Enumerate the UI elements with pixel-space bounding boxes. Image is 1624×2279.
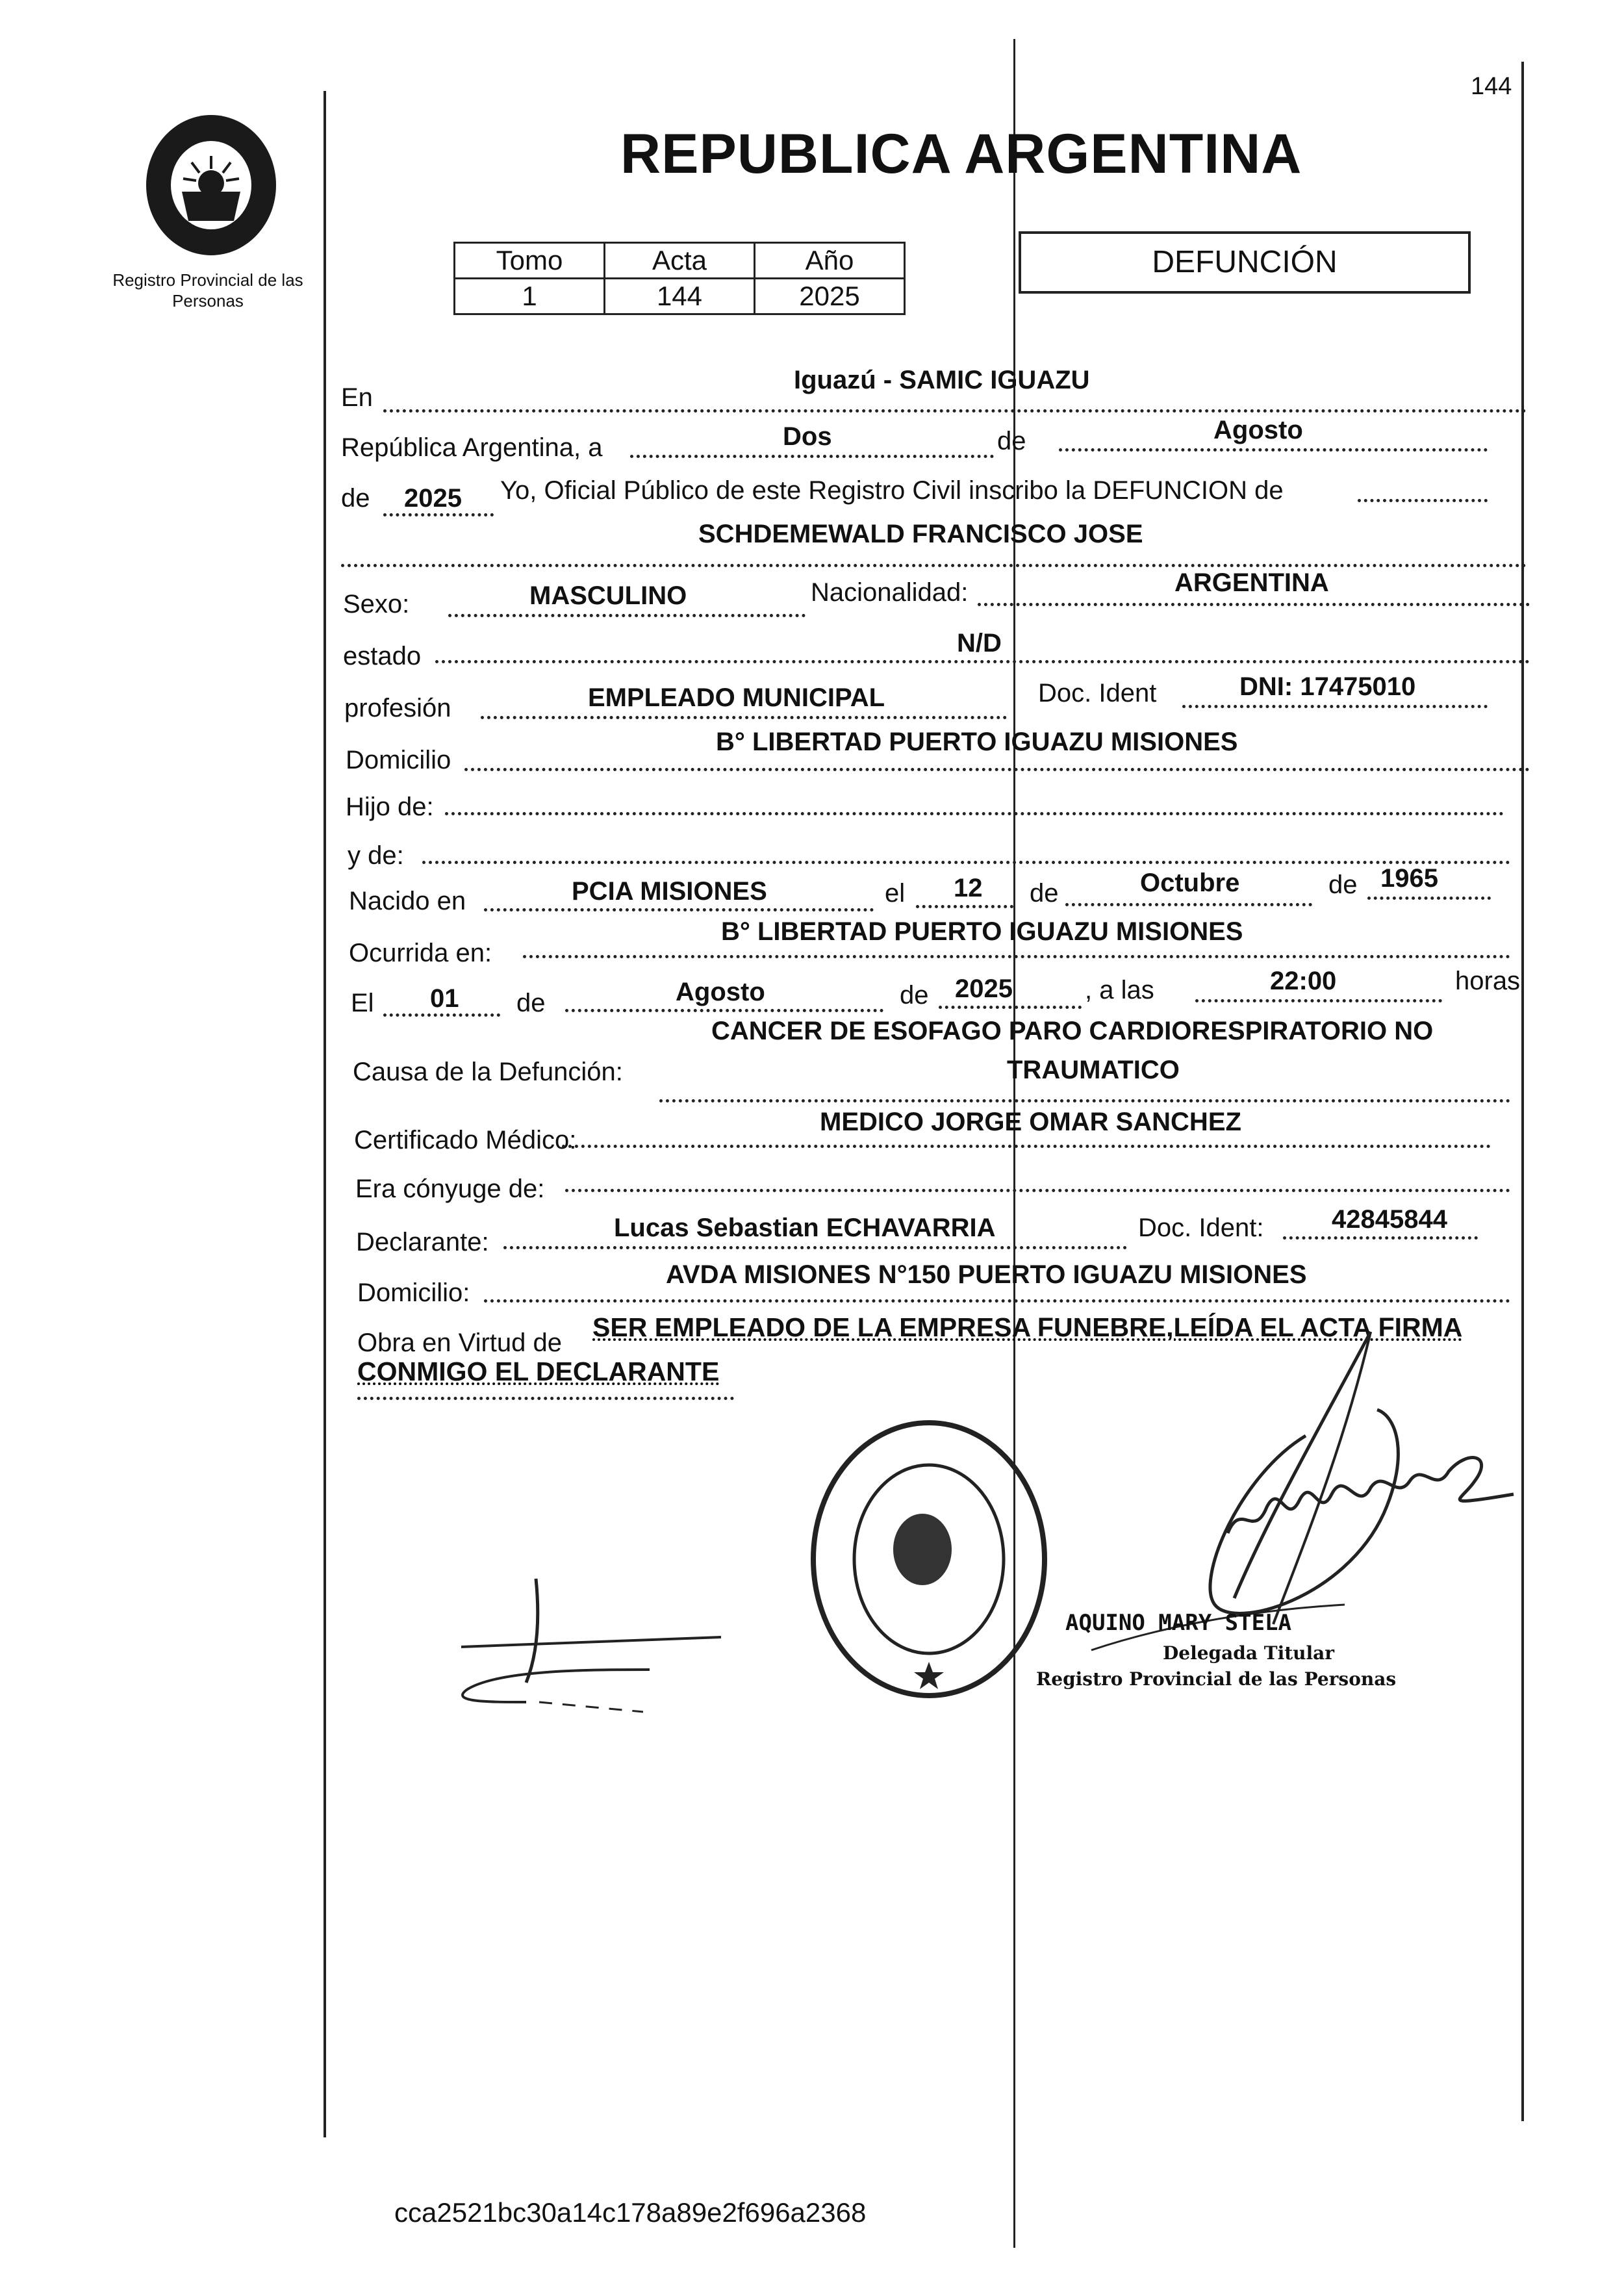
conyuge-line bbox=[565, 1189, 1510, 1192]
de2-label: de bbox=[1328, 871, 1358, 899]
nacido-label: Nacido en bbox=[349, 887, 466, 915]
causa-line bbox=[659, 1099, 1510, 1102]
alas-label: , a las bbox=[1085, 976, 1154, 1004]
document-type-box: DEFUNCIÓN bbox=[1019, 231, 1471, 294]
obra-label: Obra en Virtud de bbox=[357, 1329, 563, 1357]
republica-label: República Argentina, a bbox=[341, 433, 603, 462]
sexo-label: Sexo: bbox=[343, 590, 410, 618]
ocurrida-value: B° LIBERTAD PUERTO IGUAZU MISIONES bbox=[721, 917, 1243, 946]
doc2-label: Doc. Ident: bbox=[1138, 1214, 1264, 1242]
nacionalidad-value: ARGENTINA bbox=[1174, 568, 1329, 597]
domicilio-label: Domicilio bbox=[346, 746, 451, 774]
year-label: de bbox=[341, 484, 370, 513]
obra-line bbox=[357, 1397, 734, 1400]
official-role: Delegada Titular bbox=[1163, 1642, 1335, 1664]
birth-day-line bbox=[916, 905, 1013, 908]
header-tomo: Tomo bbox=[455, 243, 605, 279]
profesion-label: profesión bbox=[344, 694, 451, 722]
en-label: En bbox=[341, 383, 373, 412]
page-number: 144 bbox=[1471, 73, 1512, 100]
de3-label: de bbox=[516, 989, 546, 1017]
doc2-value: 42845844 bbox=[1332, 1205, 1447, 1234]
causa-line2: TRAUMATICO bbox=[1007, 1056, 1180, 1084]
header-ano: Año bbox=[755, 243, 905, 279]
right-margin-line bbox=[1521, 62, 1524, 2121]
death-month: Agosto bbox=[676, 978, 765, 1006]
nacionalidad-line bbox=[978, 603, 1530, 606]
province-logo bbox=[136, 110, 286, 260]
acta-value: 144 bbox=[605, 279, 755, 314]
certificado-line bbox=[562, 1145, 1491, 1148]
en-value: Iguazú - SAMIC IGUAZU bbox=[794, 366, 1090, 394]
de4-label: de bbox=[900, 981, 929, 1010]
year-line bbox=[383, 513, 494, 516]
causa-label: Causa de la Defunción: bbox=[353, 1058, 623, 1086]
y-de-line bbox=[422, 861, 1510, 864]
domicilio-line bbox=[464, 768, 1530, 771]
left-margin-line bbox=[324, 91, 326, 2137]
day-line bbox=[630, 455, 994, 458]
record-table bbox=[453, 242, 906, 315]
month-line bbox=[1059, 448, 1488, 452]
birth-month-line bbox=[1065, 903, 1312, 906]
obra-line1: SER EMPLEADO DE LA EMPRESA FUNEBRE,LEÍDA EL ACTA FIRMA bbox=[592, 1312, 1463, 1342]
horas-label: horas bbox=[1455, 967, 1521, 995]
document-hash: cca2521bc30a14c178a89e2f696a2368 bbox=[394, 2197, 867, 2228]
domicilio-value: B° LIBERTAD PUERTO IGUAZU MISIONES bbox=[716, 728, 1238, 756]
de1-label: de bbox=[1030, 879, 1059, 908]
name-line bbox=[341, 564, 1527, 567]
death-day-line bbox=[383, 1013, 500, 1017]
declarante-line bbox=[503, 1246, 1127, 1249]
el-label: el bbox=[885, 879, 906, 908]
profesion-line bbox=[481, 716, 1007, 719]
registry-stamp bbox=[806, 1416, 1052, 1702]
death-time-line bbox=[1195, 999, 1442, 1002]
doc-label: Doc. Ident bbox=[1038, 679, 1157, 707]
death-year-line bbox=[939, 1006, 1082, 1009]
birth-year-line bbox=[1367, 897, 1491, 900]
deceased-name: SCHDEMEWALD FRANCISCO JOSE bbox=[698, 520, 1143, 548]
estado-line bbox=[435, 660, 1530, 663]
el2-label: El bbox=[351, 989, 374, 1017]
sexo-value: MASCULINO bbox=[529, 581, 687, 610]
domicilio2-line bbox=[484, 1299, 1510, 1303]
ocurrida-line bbox=[523, 955, 1510, 958]
doc-line bbox=[1182, 705, 1488, 708]
certificado-label: Certificado Médico: bbox=[354, 1126, 577, 1154]
certificado-value: MEDICO JORGE OMAR SANCHEZ bbox=[820, 1108, 1241, 1136]
sexo-line bbox=[448, 614, 806, 617]
declarant-signature bbox=[448, 1572, 721, 1741]
causa-line1: CANCER DE ESOFAGO PARO CARDIORESPIRATORIO NO bbox=[711, 1017, 1434, 1045]
domicilio2-value: AVDA MISIONES N°150 PUERTO IGUAZU MISIONES bbox=[666, 1260, 1307, 1289]
yo-text: Yo, Oficial Público de este Registro Civil inscribo la DEFUNCION de bbox=[500, 476, 1284, 505]
death-year: 2025 bbox=[955, 974, 1013, 1003]
doc-value: DNI: 17475010 bbox=[1239, 672, 1416, 701]
estado-label: estado bbox=[343, 642, 422, 670]
death-time: 22:00 bbox=[1270, 967, 1337, 995]
nacionalidad-label: Nacionalidad: bbox=[811, 578, 969, 607]
logo-caption: Registro Provincial de las Personas bbox=[112, 270, 303, 311]
doc2-line bbox=[1283, 1236, 1478, 1240]
day-value: Dos bbox=[783, 422, 832, 451]
death-month-line bbox=[565, 1009, 883, 1012]
ocurrida-label: Ocurrida en: bbox=[349, 939, 492, 967]
declarante-value: Lucas Sebastian ECHAVARRIA bbox=[614, 1214, 996, 1242]
hijo-line bbox=[445, 812, 1504, 815]
page-title: REPUBLICA ARGENTINA bbox=[620, 123, 1302, 185]
birth-month: Octubre bbox=[1140, 869, 1240, 897]
nacido-value: PCIA MISIONES bbox=[572, 877, 767, 906]
estado-value: N/D bbox=[957, 629, 1002, 657]
de-label: de bbox=[997, 427, 1026, 455]
declarante-label: Declarante: bbox=[356, 1228, 489, 1256]
profesion-value: EMPLEADO MUNICIPAL bbox=[588, 683, 885, 712]
y-de-label: y de: bbox=[348, 841, 404, 870]
obra-line2: CONMIGO EL DECLARANTE bbox=[357, 1356, 720, 1386]
official-name: AQUINO MARY STELA bbox=[1065, 1610, 1291, 1636]
domicilio2-label: Domicilio: bbox=[357, 1279, 470, 1307]
conyuge-label: Era cónyuge de: bbox=[355, 1175, 545, 1203]
birth-day: 12 bbox=[954, 874, 983, 902]
header-acta: Acta bbox=[605, 243, 755, 279]
hijo-label: Hijo de: bbox=[346, 793, 434, 821]
month-value: Agosto bbox=[1213, 416, 1303, 444]
ano-value: 2025 bbox=[755, 279, 905, 314]
death-day: 01 bbox=[430, 984, 459, 1013]
nacido-line bbox=[484, 908, 874, 911]
en-line bbox=[383, 409, 1527, 413]
tomo-value: 1 bbox=[455, 279, 605, 314]
birth-year: 1965 bbox=[1380, 864, 1438, 893]
official-office: Registro Provincial de las Personas bbox=[1036, 1668, 1397, 1690]
yo-line bbox=[1358, 499, 1488, 502]
year-value: 2025 bbox=[404, 484, 462, 513]
